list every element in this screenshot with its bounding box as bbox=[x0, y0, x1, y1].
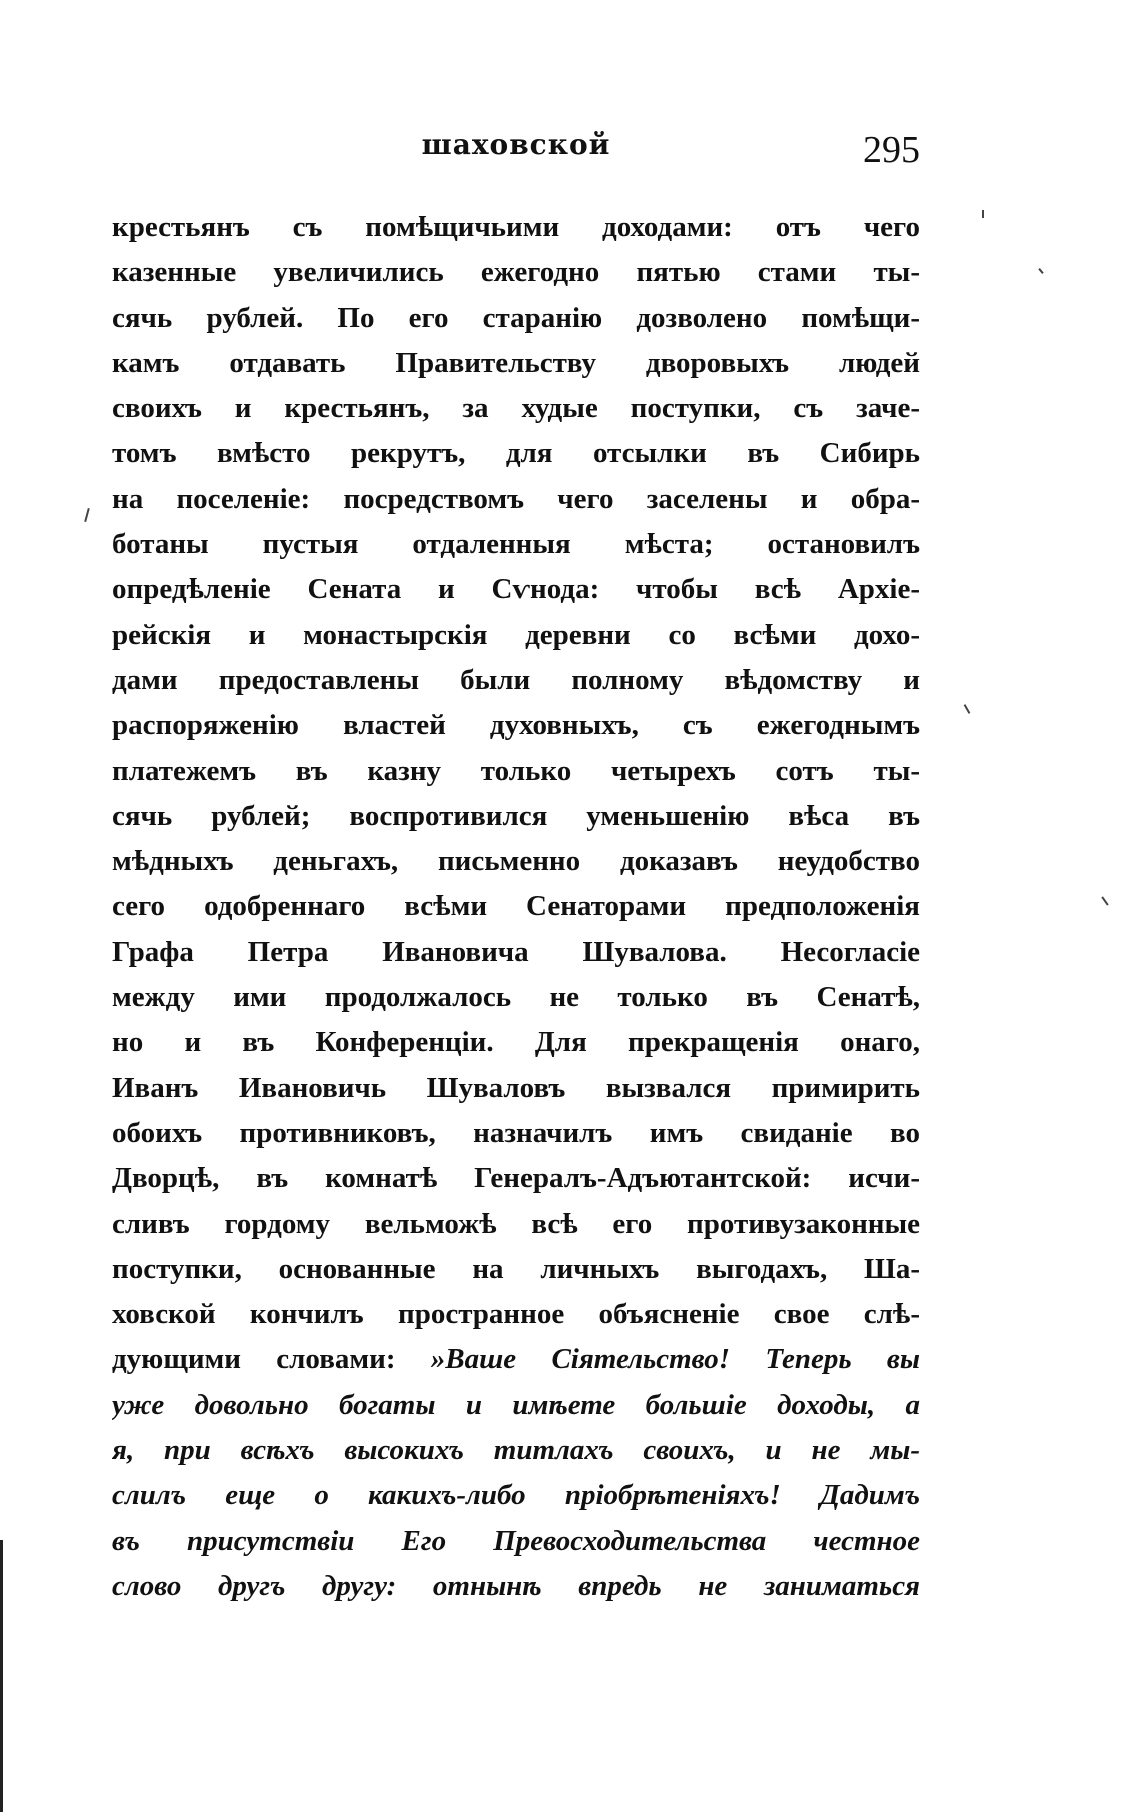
text-line bbox=[112, 1337, 920, 1382]
text-line bbox=[112, 613, 920, 658]
text-line bbox=[112, 386, 920, 431]
line-text: рейскія и монастырскія деревни со всѣми дохо- bbox=[112, 618, 920, 651]
text-line bbox=[112, 749, 920, 794]
line-text: Графа Петра Ивановича Шувалова. Несогласіе bbox=[112, 935, 920, 968]
line-text: томъ вмѣсто рекрутъ, для отсылки въ Сибирь bbox=[112, 437, 920, 470]
line-text: дующими словами: bbox=[112, 1343, 431, 1376]
line-text: на поселеніе: посредствомъ чего заселены и обра- bbox=[112, 482, 920, 515]
text-line bbox=[112, 884, 920, 929]
text-line bbox=[112, 205, 920, 250]
text-line bbox=[112, 567, 920, 612]
text-line bbox=[112, 431, 920, 476]
line-text: своихъ и крестьянъ, за худые поступки, съ заче- bbox=[112, 392, 920, 425]
binding-edge bbox=[0, 1540, 3, 1812]
line-text: ботаны пустыя отдаленныя мѣста; остановилъ bbox=[112, 528, 920, 561]
margin-speck bbox=[1101, 896, 1108, 905]
line-text: я, при всѣхъ высокихъ титлахъ своихъ, и не мы- bbox=[112, 1434, 920, 1467]
line-text: мѣдныхъ деньгахъ, письменно доказавъ неудобство bbox=[112, 845, 920, 878]
text-line bbox=[112, 477, 920, 522]
line-text: уже довольно богаты и имѣете большіе доходы, а bbox=[112, 1388, 920, 1421]
text-line bbox=[112, 296, 920, 341]
text-line bbox=[112, 703, 920, 748]
line-text: крестьянъ съ помѣщичьими доходами: отъ чего bbox=[112, 211, 920, 243]
text-line bbox=[112, 1564, 920, 1609]
text-line bbox=[112, 1428, 920, 1473]
line-text: сливъ гордому вельможѣ всѣ его противузаконные bbox=[112, 1207, 920, 1240]
text-line bbox=[112, 1202, 920, 1247]
text-line bbox=[112, 1519, 920, 1564]
text-line bbox=[112, 1111, 920, 1156]
margin-speck bbox=[1038, 268, 1043, 274]
line-text: слово другъ другу: отнынѣ впредь не заниматься bbox=[112, 1569, 920, 1602]
line-text: камъ отдавать Правительству дворовыхъ людей bbox=[112, 346, 920, 379]
text-line bbox=[112, 1156, 920, 1201]
text-line bbox=[112, 839, 920, 884]
text-line bbox=[112, 1020, 920, 1065]
margin-speck bbox=[84, 508, 90, 522]
line-text: въ присутствіи Его Превосходительства честное bbox=[112, 1524, 920, 1557]
line-text: поступки, основанные на личныхъ выгодахъ, Ша- bbox=[112, 1252, 920, 1285]
line-text: сего одобреннаго всѣми Сенаторами предположенія bbox=[112, 890, 920, 923]
line-text: Иванъ Ивановичь Шуваловъ вызвался примирить bbox=[112, 1071, 920, 1104]
margin-speck bbox=[982, 210, 984, 218]
line-text: но и въ Конференціи. Для прекращенія онаго, bbox=[112, 1026, 920, 1059]
line-text: казенные увеличились ежегодно пятью стами ты- bbox=[112, 256, 920, 289]
margin-speck bbox=[964, 704, 971, 714]
running-head: шаховской bbox=[421, 128, 611, 161]
line-text: Дворцѣ, въ комнатѣ Генералъ-Адъютантской: исчи- bbox=[112, 1162, 920, 1195]
line-text: сячь рублей. По его старанію дозволено помѣщи- bbox=[112, 301, 920, 334]
line-text-italic: »Ваше Сіятельство! Теперь вы bbox=[430, 1343, 920, 1376]
line-text: ховской кончилъ пространное объясненіе свое слѣ- bbox=[112, 1298, 920, 1331]
text-line bbox=[112, 794, 920, 839]
page-header bbox=[112, 128, 920, 178]
text-line bbox=[112, 341, 920, 386]
line-text: опредѣленіе Сената и Сѵнода: чтобы всѣ Архіе- bbox=[112, 573, 920, 606]
line-text: обоихъ противниковъ, назначилъ имъ свиданіе во bbox=[112, 1116, 920, 1149]
line-text: распоряженію властей духовныхъ, съ ежегоднымъ bbox=[112, 709, 920, 742]
text-line bbox=[112, 1473, 920, 1518]
text-line bbox=[112, 975, 920, 1020]
line-text: сячь рублей; воспротивился уменьшенію вѣса въ bbox=[112, 799, 920, 832]
text-line bbox=[112, 1066, 920, 1111]
text-line bbox=[112, 930, 920, 975]
line-text: слилъ еще о какихъ-либо пріобрѣтеніяхъ! Дадимъ bbox=[112, 1479, 920, 1512]
text-line bbox=[112, 1247, 920, 1292]
line-text: между ими продолжалось не только въ Сенатѣ, bbox=[112, 981, 920, 1014]
line-text: дами предоставлены были полному вѣдомству и bbox=[112, 663, 920, 696]
line-text: платежемъ въ казну только четырехъ сотъ ты- bbox=[112, 754, 920, 787]
text-line bbox=[112, 1292, 920, 1337]
page-number: 295 bbox=[863, 129, 920, 171]
text-line bbox=[112, 522, 920, 567]
text-line bbox=[112, 1383, 920, 1428]
body-text bbox=[112, 205, 920, 1609]
text-line bbox=[112, 658, 920, 703]
text-line bbox=[112, 250, 920, 295]
